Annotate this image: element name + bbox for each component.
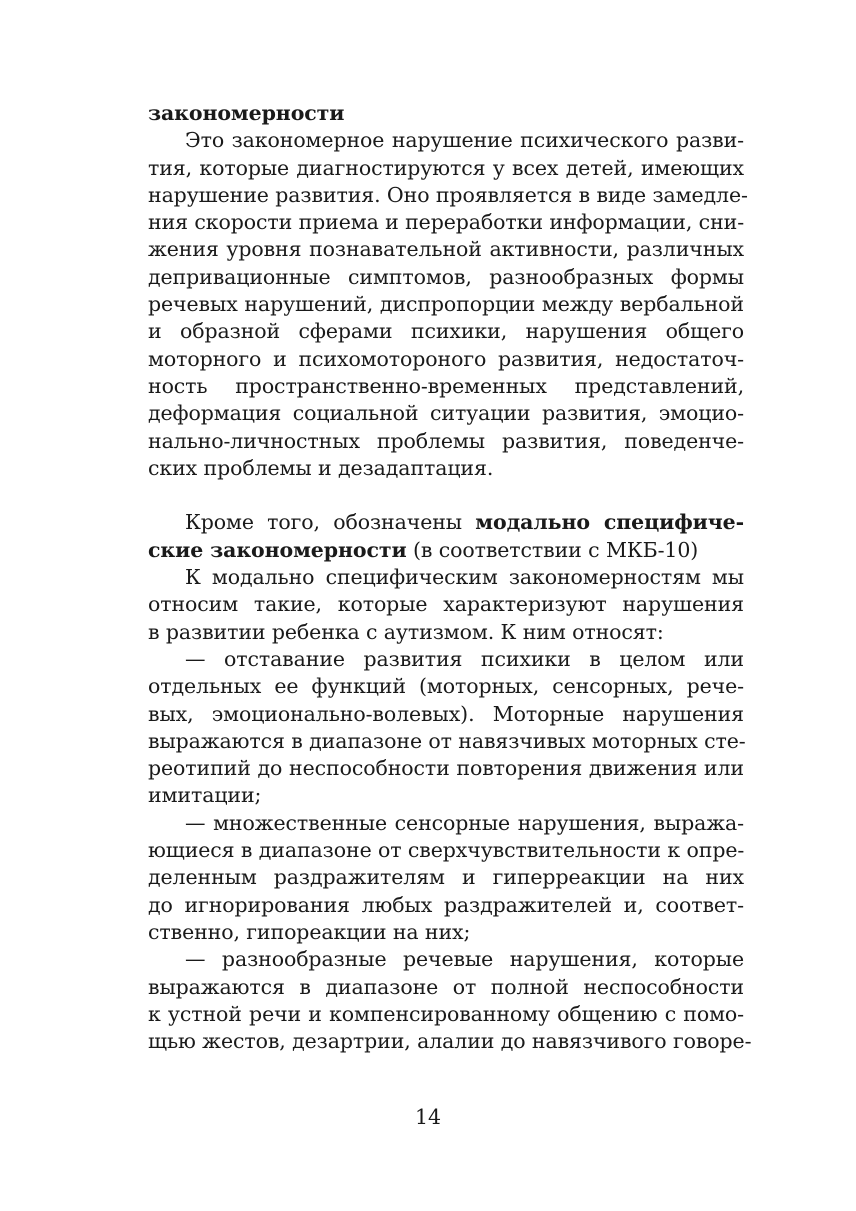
paragraph-line: Это закономерное нарушение психического разви- bbox=[185, 128, 744, 153]
list-line: ственно, гипореакции на них; bbox=[148, 919, 471, 944]
list-item bbox=[148, 946, 752, 1055]
list-line: деленным раздражителям и гиперреакции на них bbox=[148, 865, 744, 890]
list-line: вых, эмоционально-волевых). Моторные нарушения bbox=[148, 701, 744, 726]
paragraph-line: речевых нарушений, диспропорции между вербальной bbox=[148, 292, 744, 317]
paragraph-line bbox=[148, 537, 744, 564]
page-text bbox=[148, 100, 752, 1055]
list-line: выражаются в диапазоне от полной неспособности bbox=[148, 974, 744, 999]
paragraph-line: тия, которые диагностируются у всех детей, имеющих bbox=[148, 155, 744, 180]
intro-text: Кроме того, обозначены bbox=[185, 510, 476, 535]
reference-text: (в соответствии с МКБ-10) bbox=[406, 537, 699, 562]
paragraph-line: нарушение развития. Оно проявляется в виде замедле- bbox=[148, 182, 748, 207]
paragraph-line: К модально специфическим закономерностям мы bbox=[185, 565, 744, 590]
paragraph-line: ских проблемы и дезадаптация. bbox=[148, 455, 494, 480]
list-line: имитации; bbox=[148, 783, 262, 808]
list-item bbox=[148, 810, 744, 946]
paragraph-gap bbox=[148, 482, 744, 509]
list-line: — разнообразные речевые нарушения, которые bbox=[185, 947, 744, 972]
paragraph-line bbox=[148, 509, 744, 536]
list-line: к устной речи и компенсированному общению с помо- bbox=[148, 1001, 744, 1026]
paragraph-line: и образной сферами психики, нарушения общего bbox=[148, 319, 744, 344]
section-heading: закономерности bbox=[148, 101, 345, 125]
paragraph-line: в развитии ребенка с аутизмом. К ним относят: bbox=[148, 619, 664, 644]
page-number: 14 bbox=[414, 1105, 442, 1129]
list-line: ющиеся в диапазоне от сверхчувствительности к опре- bbox=[148, 838, 745, 863]
list-line: щью жестов, дезартрии, алалии до навязчивого говоре- bbox=[148, 1029, 752, 1054]
list-line: отдельных ее функций (моторных, сенсорных, рече- bbox=[148, 674, 744, 699]
paragraph-line: деформация социальной ситуации развития, эмоцио- bbox=[148, 401, 744, 426]
list-line: — отставание развития психики в целом или bbox=[185, 646, 744, 671]
list-line: реотипий до неспособности повторения движения или bbox=[148, 756, 744, 781]
paragraph-3 bbox=[148, 564, 744, 646]
list-line: выражаются в диапазоне от навязчивых моторных сте- bbox=[148, 728, 746, 753]
paragraph-line: моторного и психомотороного развития, недостаточ- bbox=[148, 346, 744, 371]
paragraph-line: жения уровня познавательной активности, различных bbox=[148, 237, 744, 262]
list-item bbox=[148, 646, 744, 810]
bold-term: ские закономерности bbox=[148, 537, 407, 562]
paragraph-line: относим такие, которые характеризуют нарушения bbox=[148, 592, 744, 617]
paragraph-line: депривационные симптомов, разнообразных формы bbox=[148, 264, 744, 289]
paragraph-2 bbox=[148, 509, 744, 564]
list-line: до игнорирования любых раздражителей и, соответ- bbox=[148, 892, 744, 917]
list-line: — множественные сенсорные нарушения, выража- bbox=[185, 810, 744, 835]
bold-term: модально специфиче- bbox=[475, 510, 744, 535]
paragraph-line: нально-личностных проблемы развития, поведенче- bbox=[148, 428, 744, 453]
paragraph-1 bbox=[148, 127, 748, 482]
paragraph-line: ния скорости приема и переработки информации, сни- bbox=[148, 210, 745, 235]
paragraph-line: ность пространственно-временных представлений, bbox=[148, 373, 744, 398]
